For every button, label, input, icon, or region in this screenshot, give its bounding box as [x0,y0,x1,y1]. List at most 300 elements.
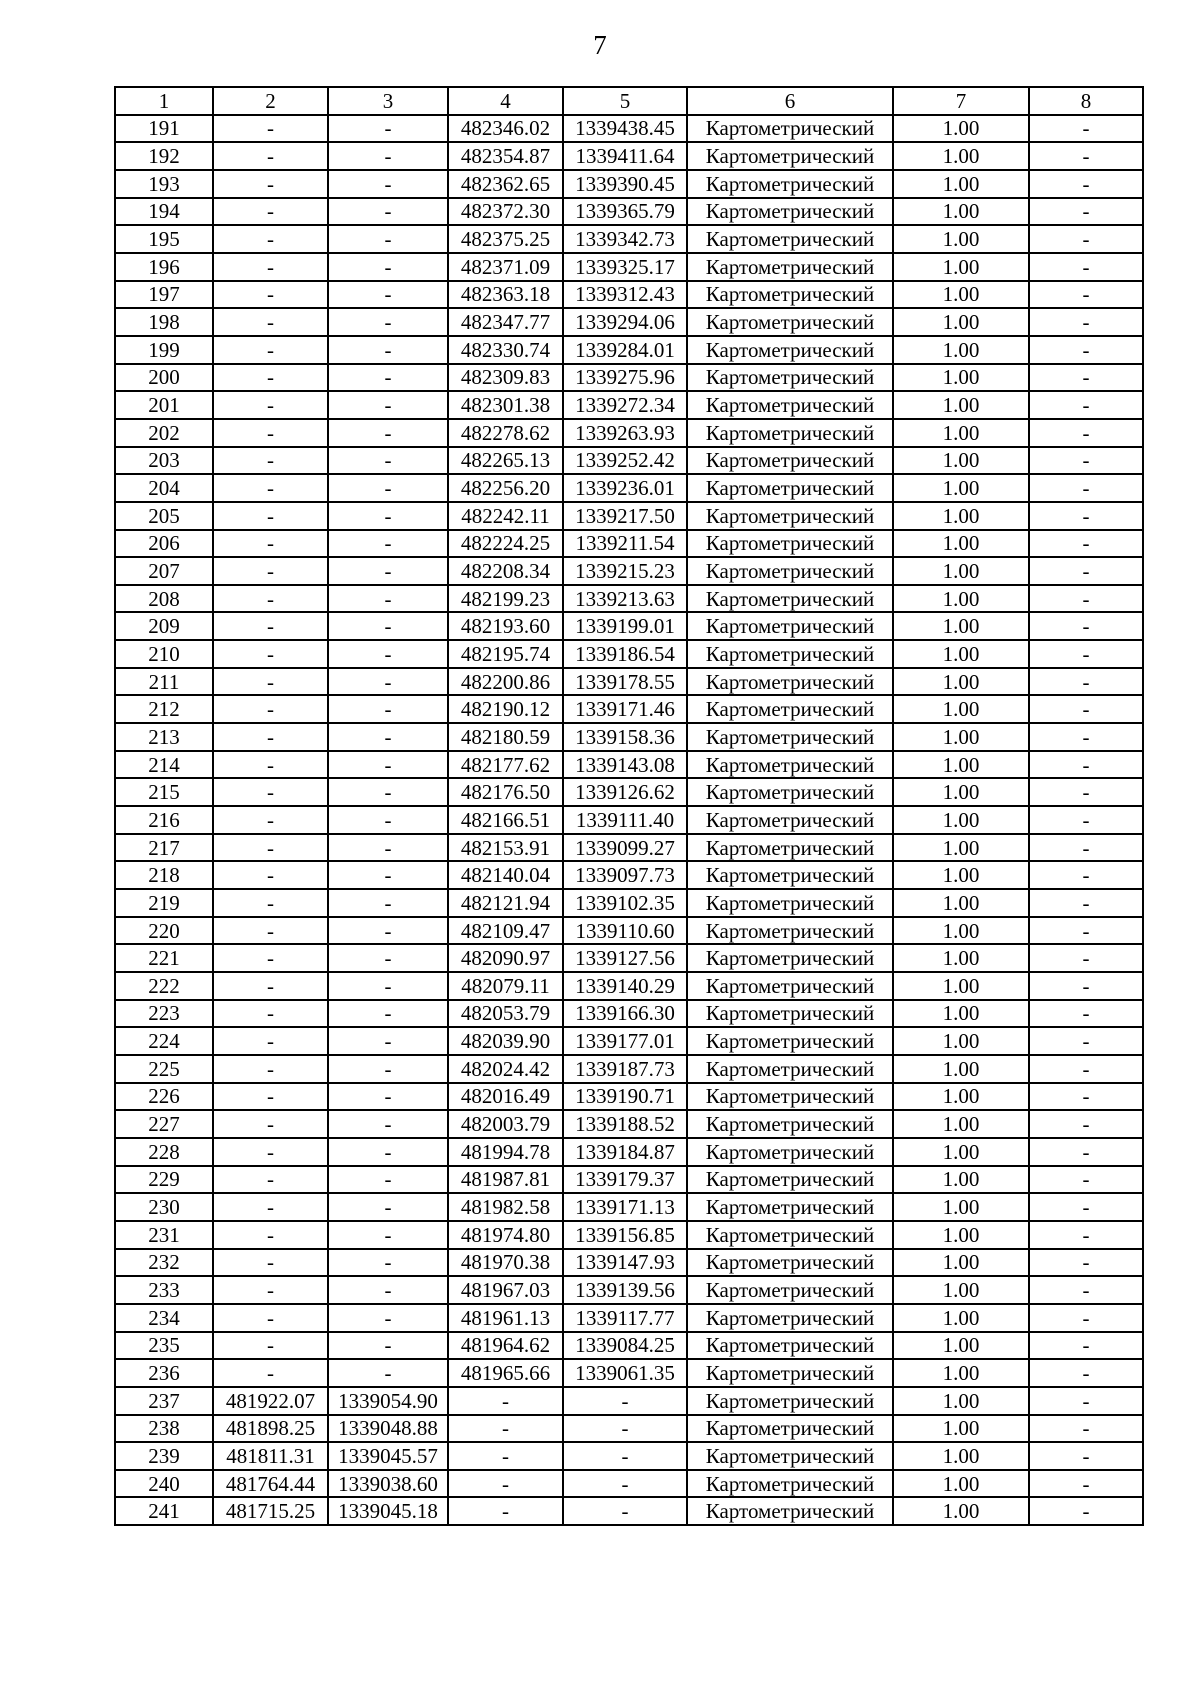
table-row [115,447,1143,475]
table-cell-col-2: - [213,723,328,751]
table-cell-col-5: 1339061.35 [563,1359,687,1387]
table-cell-col-7: 1.00 [893,1249,1029,1277]
table-cell-col-4: - [448,1387,563,1415]
table-cell-col-6: Картометрический [687,1249,893,1277]
table-cell-col-5: 1339178.55 [563,668,687,696]
table-cell-col-8: - [1029,1415,1143,1443]
table-cell-col-2: - [213,695,328,723]
table-cell-col-7: 1.00 [893,1332,1029,1360]
table-cell-col-2: - [213,889,328,917]
table-row [115,723,1143,751]
table-cell-col-8: - [1029,778,1143,806]
table-cell-col-1: 208 [115,585,213,613]
table-cell-col-4: 482309.83 [448,364,563,392]
table-cell-col-3: 1339048.88 [328,1415,448,1443]
table-cell-col-7: 1.00 [893,944,1029,972]
page-number: 7 [593,30,607,60]
table-cell-col-2: - [213,557,328,585]
table-cell-col-5: 1339117.77 [563,1304,687,1332]
table-cell-col-6: Картометрический [687,723,893,751]
table-row [115,585,1143,613]
table-cell-col-1: 198 [115,308,213,336]
table-cell-col-3: - [328,1083,448,1111]
table-cell-col-8: - [1029,806,1143,834]
table-cell-col-6: Картометрический [687,778,893,806]
table-cell-col-3: - [328,447,448,475]
table-cell-col-4: 482347.77 [448,308,563,336]
table-cell-col-3: - [328,281,448,309]
table-cell-col-1: 209 [115,612,213,640]
table-cell-col-6: Картометрический [687,1304,893,1332]
table-cell-col-5: 1339171.13 [563,1193,687,1221]
table-cell-col-8: - [1029,1138,1143,1166]
table-cell-col-3: 1339054.90 [328,1387,448,1415]
table-row [115,1249,1143,1277]
table-cell-col-2: - [213,806,328,834]
table-cell-col-3: - [328,612,448,640]
table-cell-col-1: 219 [115,889,213,917]
table-cell-col-7: 1.00 [893,612,1029,640]
table-row [115,668,1143,696]
table-cell-col-1: 227 [115,1110,213,1138]
table-cell-col-4: - [448,1470,563,1498]
table-cell-col-2: - [213,530,328,558]
table-cell-col-8: - [1029,447,1143,475]
table-cell-col-7: 1.00 [893,364,1029,392]
table-cell-col-6: Картометрический [687,557,893,585]
table-cell-col-8: - [1029,612,1143,640]
table-cell-col-8: - [1029,419,1143,447]
table-cell-col-4: 482079.11 [448,972,563,1000]
table-cell-col-8: - [1029,474,1143,502]
table-cell-col-8: - [1029,889,1143,917]
table-cell-col-4: 482371.09 [448,253,563,281]
table-cell-col-7: 1.00 [893,142,1029,170]
table-cell-col-7: 1.00 [893,1166,1029,1194]
table-row [115,1332,1143,1360]
table-cell-col-1: 215 [115,778,213,806]
table-cell-col-8: - [1029,751,1143,779]
table-cell-col-3: - [328,944,448,972]
table-cell-col-3: - [328,1000,448,1028]
table-row [115,1387,1143,1415]
table-cell-col-6: Картометрический [687,170,893,198]
table-cell-col-2: 481715.25 [213,1497,328,1525]
table-cell-col-2: - [213,612,328,640]
column-header-8: 8 [1029,87,1143,115]
table-cell-col-2: - [213,778,328,806]
table-cell-col-7: 1.00 [893,308,1029,336]
table-cell-col-5: - [563,1497,687,1525]
table-cell-col-6: Картометрический [687,751,893,779]
table-cell-col-4: 482242.11 [448,502,563,530]
table-cell-col-2: - [213,142,328,170]
table-cell-col-6: Картометрический [687,419,893,447]
table-cell-col-3: - [328,695,448,723]
table-row [115,364,1143,392]
table-cell-col-3: - [328,530,448,558]
table-cell-col-4: 481964.62 [448,1332,563,1360]
table-row [115,861,1143,889]
table-row [115,695,1143,723]
table-cell-col-2: - [213,640,328,668]
table-cell-col-2: - [213,474,328,502]
table-row [115,419,1143,447]
table-cell-col-8: - [1029,198,1143,226]
table-cell-col-2: - [213,834,328,862]
table-cell-col-1: 217 [115,834,213,862]
table-cell-col-1: 237 [115,1387,213,1415]
table-cell-col-6: Картометрический [687,944,893,972]
table-cell-col-1: 195 [115,225,213,253]
table-cell-col-7: 1.00 [893,889,1029,917]
table-cell-col-6: Картометрический [687,1138,893,1166]
table-cell-col-1: 194 [115,198,213,226]
table-cell-col-6: Картометрический [687,972,893,1000]
table-cell-col-1: 212 [115,695,213,723]
table-row [115,751,1143,779]
table-cell-col-6: Картометрический [687,806,893,834]
table-cell-col-2: - [213,1304,328,1332]
table-cell-col-3: - [328,364,448,392]
table-cell-col-2: - [213,308,328,336]
table-cell-col-6: Картометрический [687,308,893,336]
table-cell-col-3: - [328,502,448,530]
table-cell-col-7: 1.00 [893,861,1029,889]
table-cell-col-1: 210 [115,640,213,668]
table-cell-col-8: - [1029,1332,1143,1360]
table-cell-col-1: 193 [115,170,213,198]
table-cell-col-4: 481965.66 [448,1359,563,1387]
table-cell-col-8: - [1029,1359,1143,1387]
table-cell-col-6: Картометрический [687,336,893,364]
table-cell-col-5: 1339111.40 [563,806,687,834]
table-row [115,1193,1143,1221]
table-cell-col-5: 1339188.52 [563,1110,687,1138]
table-cell-col-4: 482140.04 [448,861,563,889]
table-cell-col-8: - [1029,723,1143,751]
table-cell-col-2: - [213,364,328,392]
table-cell-col-4: 481994.78 [448,1138,563,1166]
table-cell-col-7: 1.00 [893,1055,1029,1083]
table-cell-col-8: - [1029,1000,1143,1028]
table-cell-col-6: Картометрический [687,364,893,392]
table-cell-col-5: - [563,1387,687,1415]
table-cell-col-5: 1339211.54 [563,530,687,558]
table-cell-col-7: 1.00 [893,806,1029,834]
table-cell-col-2: - [213,1193,328,1221]
table-cell-col-1: 202 [115,419,213,447]
table-cell-col-8: - [1029,861,1143,889]
table-cell-col-6: Картометрический [687,1415,893,1443]
table-cell-col-8: - [1029,225,1143,253]
table-cell-col-5: 1339365.79 [563,198,687,226]
table-cell-col-7: 1.00 [893,1193,1029,1221]
table-row [115,391,1143,419]
table-cell-col-6: Картометрический [687,1221,893,1249]
table-cell-col-3: - [328,1138,448,1166]
table-cell-col-2: - [213,253,328,281]
table-cell-col-4: 482177.62 [448,751,563,779]
table-cell-col-5: 1339156.85 [563,1221,687,1249]
table-cell-col-2: - [213,668,328,696]
table-cell-col-6: Картометрический [687,1276,893,1304]
table-row [115,115,1143,143]
table-body [115,115,1143,1525]
table-cell-col-7: 1.00 [893,281,1029,309]
table-cell-col-2: - [213,502,328,530]
table-cell-col-6: Картометрический [687,861,893,889]
table-row [115,1110,1143,1138]
table-cell-col-5: 1339158.36 [563,723,687,751]
table-cell-col-3: - [328,308,448,336]
column-header-2: 2 [213,87,328,115]
table-cell-col-7: 1.00 [893,447,1029,475]
table-cell-col-1: 235 [115,1332,213,1360]
table-cell-col-1: 230 [115,1193,213,1221]
table-cell-col-8: - [1029,1221,1143,1249]
table-cell-col-3: - [328,778,448,806]
table-cell-col-3: - [328,1332,448,1360]
table-cell-col-5: 1339275.96 [563,364,687,392]
table-cell-col-1: 240 [115,1470,213,1498]
table-cell-col-4: 482265.13 [448,447,563,475]
table-cell-col-6: Картометрический [687,612,893,640]
table-cell-col-6: Картометрический [687,1000,893,1028]
table-cell-col-2: - [213,585,328,613]
table-cell-col-4: 482200.86 [448,668,563,696]
table-cell-col-4: 481987.81 [448,1166,563,1194]
table-cell-col-7: 1.00 [893,225,1029,253]
table-cell-col-7: 1.00 [893,115,1029,143]
table-row [115,1470,1143,1498]
table-cell-col-1: 238 [115,1415,213,1443]
table-cell-col-2: - [213,198,328,226]
table-cell-col-4: 481967.03 [448,1276,563,1304]
column-header-7: 7 [893,87,1029,115]
table-cell-col-5: 1339284.01 [563,336,687,364]
table-cell-col-3: - [328,391,448,419]
table-cell-col-1: 192 [115,142,213,170]
table-cell-col-1: 233 [115,1276,213,1304]
table-cell-col-8: - [1029,1055,1143,1083]
table-row [115,1221,1143,1249]
table-cell-col-1: 201 [115,391,213,419]
table-cell-col-5: 1339099.27 [563,834,687,862]
table-cell-col-5: 1339342.73 [563,225,687,253]
table-cell-col-2: - [213,1276,328,1304]
table-cell-col-5: 1339199.01 [563,612,687,640]
table-cell-col-7: 1.00 [893,336,1029,364]
table-cell-col-1: 211 [115,668,213,696]
table-cell-col-2: - [213,1083,328,1111]
table-cell-col-4: 482363.18 [448,281,563,309]
table-row [115,474,1143,502]
table-cell-col-3: 1339038.60 [328,1470,448,1498]
table-row [115,170,1143,198]
table-cell-col-1: 225 [115,1055,213,1083]
table-row [115,1166,1143,1194]
table-cell-col-3: - [328,723,448,751]
coordinates-table [114,86,1144,1526]
table-cell-col-7: 1.00 [893,1470,1029,1498]
table-row [115,1055,1143,1083]
table-cell-col-3: - [328,557,448,585]
table-cell-col-1: 207 [115,557,213,585]
table-cell-col-6: Картометрический [687,115,893,143]
table-cell-col-2: - [213,115,328,143]
table-cell-col-4: 482330.74 [448,336,563,364]
table-cell-col-6: Картометрический [687,917,893,945]
table-cell-col-4: - [448,1415,563,1443]
table-row [115,944,1143,972]
table-cell-col-4: 482301.38 [448,391,563,419]
table-cell-col-1: 234 [115,1304,213,1332]
table-cell-col-3: - [328,253,448,281]
table-row [115,142,1143,170]
table-cell-col-5: 1339097.73 [563,861,687,889]
table-cell-col-8: - [1029,972,1143,1000]
table-row [115,806,1143,834]
table-cell-col-7: 1.00 [893,1387,1029,1415]
table-cell-col-4: 482039.90 [448,1027,563,1055]
table-cell-col-8: - [1029,115,1143,143]
table-row [115,308,1143,336]
table-cell-col-4: 481961.13 [448,1304,563,1332]
table-cell-col-2: - [213,944,328,972]
table-cell-col-3: 1339045.18 [328,1497,448,1525]
table-cell-col-3: - [328,917,448,945]
table-row [115,1415,1143,1443]
table-cell-col-6: Картометрический [687,1083,893,1111]
table-cell-col-5: 1339213.63 [563,585,687,613]
table-cell-col-7: 1.00 [893,1083,1029,1111]
table-cell-col-7: 1.00 [893,1359,1029,1387]
table-cell-col-8: - [1029,391,1143,419]
table-cell-col-1: 216 [115,806,213,834]
table-cell-col-5: 1339126.62 [563,778,687,806]
table-cell-col-5: 1339179.37 [563,1166,687,1194]
table-cell-col-5: 1339147.93 [563,1249,687,1277]
table-cell-col-8: - [1029,668,1143,696]
table-cell-col-3: - [328,1166,448,1194]
table-row [115,1138,1143,1166]
table-header-row [115,87,1143,115]
table-cell-col-7: 1.00 [893,640,1029,668]
table-cell-col-5: 1339215.23 [563,557,687,585]
table-row [115,1304,1143,1332]
table-cell-col-4: 482195.74 [448,640,563,668]
table-cell-col-6: Картометрический [687,253,893,281]
table-cell-col-2: - [213,861,328,889]
table-row [115,834,1143,862]
table-cell-col-1: 241 [115,1497,213,1525]
table-cell-col-2: - [213,1138,328,1166]
table-cell-col-7: 1.00 [893,1110,1029,1138]
table-cell-col-8: - [1029,1304,1143,1332]
table-cell-col-4: 482256.20 [448,474,563,502]
table-cell-col-4: - [448,1442,563,1470]
table-cell-col-6: Картометрический [687,1332,893,1360]
table-cell-col-6: Картометрический [687,640,893,668]
table-row [115,225,1143,253]
table-cell-col-8: - [1029,1249,1143,1277]
table-cell-col-8: - [1029,502,1143,530]
table-cell-col-3: - [328,861,448,889]
table-cell-col-1: 222 [115,972,213,1000]
table-cell-col-8: - [1029,557,1143,585]
table-cell-col-2: - [213,1249,328,1277]
table-cell-col-5: 1339312.43 [563,281,687,309]
table-cell-col-1: 229 [115,1166,213,1194]
table-cell-col-7: 1.00 [893,474,1029,502]
table-cell-col-4: 482199.23 [448,585,563,613]
table-cell-col-8: - [1029,917,1143,945]
table-cell-col-4: 482208.34 [448,557,563,585]
table-cell-col-3: - [328,751,448,779]
table-cell-col-8: - [1029,142,1143,170]
table-cell-col-6: Картометрический [687,1193,893,1221]
table-cell-col-8: - [1029,1442,1143,1470]
table-cell-col-2: - [213,170,328,198]
table-cell-col-6: Картометрический [687,585,893,613]
table-cell-col-5: 1339325.17 [563,253,687,281]
table-cell-col-4: 482121.94 [448,889,563,917]
table-cell-col-4: 482053.79 [448,1000,563,1028]
table-cell-col-7: 1.00 [893,1304,1029,1332]
table-cell-col-5: 1339294.06 [563,308,687,336]
table-cell-col-1: 218 [115,861,213,889]
table-cell-col-1: 223 [115,1000,213,1028]
table-cell-col-3: - [328,668,448,696]
table-cell-col-5: 1339177.01 [563,1027,687,1055]
table-cell-col-5: 1339186.54 [563,640,687,668]
table-cell-col-5: 1339272.34 [563,391,687,419]
table-cell-col-2: - [213,1027,328,1055]
table-cell-col-8: - [1029,1110,1143,1138]
table-cell-col-8: - [1029,281,1143,309]
table-cell-col-8: - [1029,1027,1143,1055]
table-row [115,972,1143,1000]
table-cell-col-1: 191 [115,115,213,143]
table-cell-col-2: - [213,1110,328,1138]
table-cell-col-3: - [328,142,448,170]
table-cell-col-5: 1339411.64 [563,142,687,170]
table-cell-col-6: Картометрический [687,198,893,226]
table-cell-col-2: - [213,447,328,475]
table-cell-col-6: Картометрический [687,225,893,253]
table-cell-col-7: 1.00 [893,1497,1029,1525]
table-cell-col-7: 1.00 [893,198,1029,226]
table-cell-col-1: 197 [115,281,213,309]
column-header-1: 1 [115,87,213,115]
table-cell-col-6: Картометрический [687,889,893,917]
table-cell-col-7: 1.00 [893,253,1029,281]
table-row [115,1359,1143,1387]
table-row [115,640,1143,668]
table-cell-col-6: Картометрический [687,1497,893,1525]
table-cell-col-6: Картометрический [687,1387,893,1415]
table-cell-col-1: 228 [115,1138,213,1166]
table-cell-col-6: Картометрический [687,1442,893,1470]
table-row [115,530,1143,558]
table-cell-col-6: Картометрический [687,1110,893,1138]
table-cell-col-5: - [563,1442,687,1470]
table-cell-col-7: 1.00 [893,1276,1029,1304]
table-cell-col-5: 1339190.71 [563,1083,687,1111]
table-cell-col-4: 482354.87 [448,142,563,170]
table-cell-col-2: - [213,1332,328,1360]
